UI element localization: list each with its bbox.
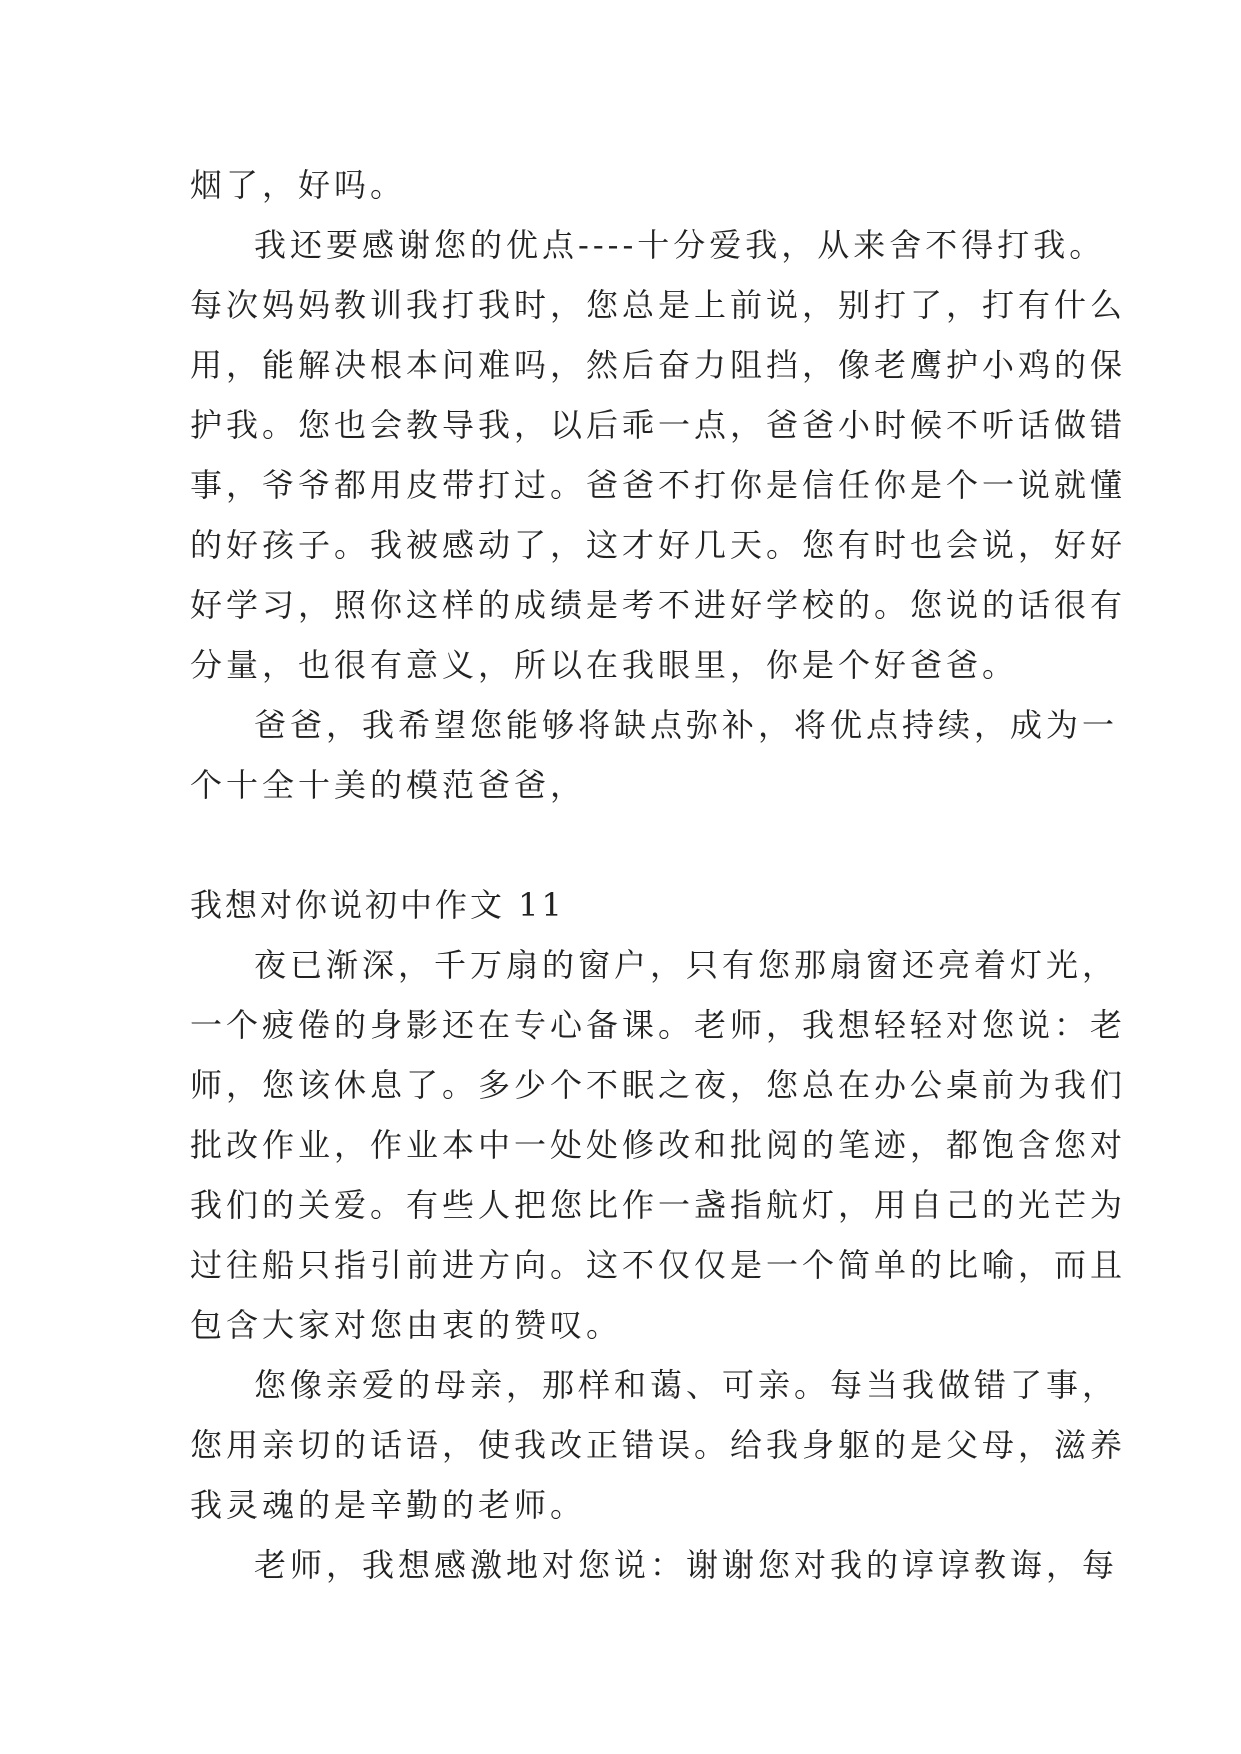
text-line: 每次妈妈教训我打我时，您总是上前说，别打了，打有什么 xyxy=(190,286,1127,324)
text-line: 护我。您也会教导我，以后乖一点，爸爸小时候不听话做错 xyxy=(190,406,1127,444)
text-line: 个十全十美的模范爸爸， xyxy=(190,766,587,804)
text-line: 一个疲倦的身影还在专心备课。老师，我想轻轻对您说：老 xyxy=(190,1006,1127,1044)
text-line: 包含大家对您由衷的赞叹。 xyxy=(190,1306,623,1344)
paragraph-start-line: 爸爸，我希望您能够将缺点弥补，将优点持续，成为一 xyxy=(254,706,1119,744)
text-line: 我灵魂的是辛勤的老师。 xyxy=(190,1486,587,1524)
text-line: 用，能解决根本问难吗，然后奋力阻挡，像老鹰护小鸡的保 xyxy=(190,346,1127,384)
paragraph-start-line: 夜已渐深，千万扇的窗户，只有您那扇窗还亮着灯光， xyxy=(254,946,1119,984)
paragraph-start-line: 老师，我想感激地对您说：谢谢您对我的谆谆教诲，每 xyxy=(254,1546,1119,1584)
text-line: 批改作业，作业本中一处处修改和批阅的笔迹，都饱含您对 xyxy=(190,1126,1127,1164)
text-line: 的好孩子。我被感动了，这才好几天。您有时也会说，好好 xyxy=(190,526,1127,564)
text-line: 烟了，好吗。 xyxy=(190,166,407,204)
text-line: 过往船只指引前进方向。这不仅仅是一个简单的比喻，而且 xyxy=(190,1246,1127,1284)
text-line: 分量，也很有意义，所以在我眼里，你是个好爸爸。 xyxy=(190,646,1019,684)
text-line: 师，您该休息了。多少个不眠之夜，您总在办公桌前为我们 xyxy=(190,1066,1127,1104)
section-title: 我想对你说初中作文 11 xyxy=(190,886,565,924)
text-line: 您用亲切的话语，使我改正错误。给我身躯的是父母，滋养 xyxy=(190,1426,1127,1464)
text-line: 好学习，照你这样的成绩是考不进好学校的。您说的话很有 xyxy=(190,586,1127,624)
section-gap xyxy=(190,815,1070,875)
text-line: 我们的关爱。有些人把您比作一盏指航灯，用自己的光芒为 xyxy=(190,1186,1127,1224)
paragraph-start-line: 我还要感谢您的优点----十分爱我，从来舍不得打我。 xyxy=(254,226,1106,264)
document-body xyxy=(190,155,1127,1595)
text-line: 事，爷爷都用皮带打过。爸爸不打你是信任你是个一说就懂 xyxy=(190,466,1127,504)
paragraph-start-line: 您像亲爱的母亲，那样和蔼、可亲。每当我做错了事， xyxy=(254,1366,1119,1404)
